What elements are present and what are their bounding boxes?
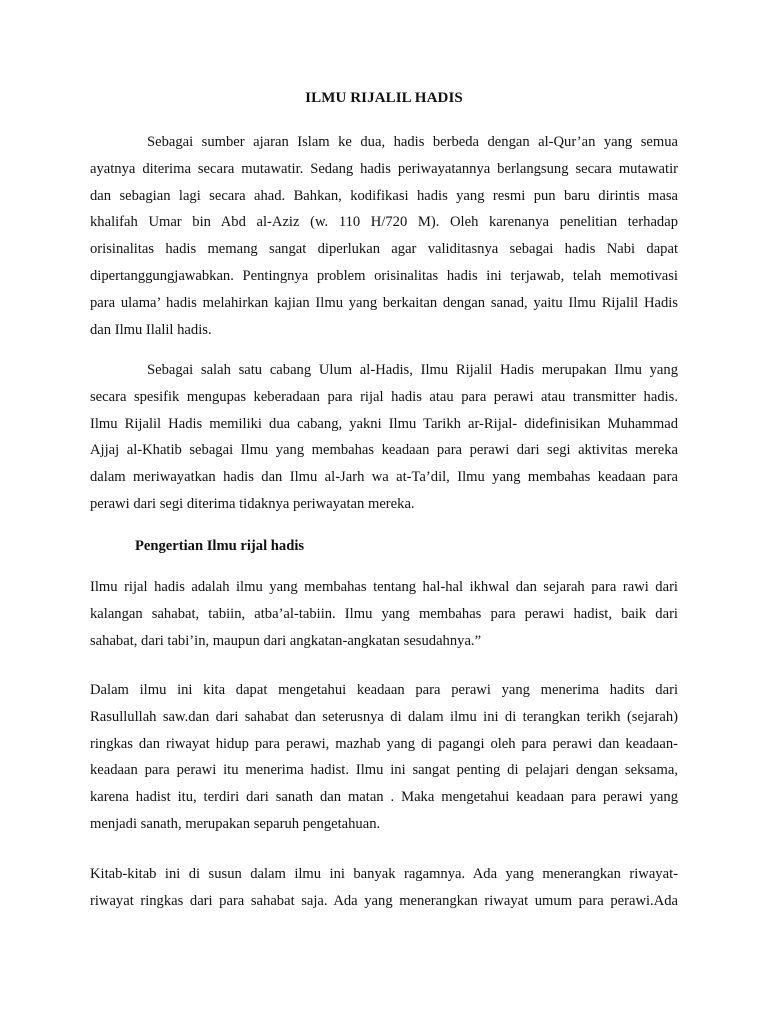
paragraph-line: dipertanggungjawabkan. Pentingnya problem orisinalitas hadis ini terjawab, telah memotivasi: [90, 267, 678, 284]
paragraph-line: menjadi sanath, merupakan separuh pengetahuan.: [90, 815, 381, 832]
paragraph-line: sahabat, dari tabi’in, maupun dari angkatan-angkatan sesudahnya.”: [90, 632, 482, 649]
paragraph-line: keadaan para perawi itu menerima hadist. Ilmu ini sangat penting di pelajari dengan seksama,: [90, 762, 678, 779]
paragraph-importance: [90, 677, 678, 838]
paragraph-line: ayatnya diterima secara mutawatir. Sedang hadis periwayatannya berlangsung secara mutawatir: [90, 160, 678, 177]
paragraph-branches: [90, 357, 678, 518]
paragraph-line: kalangan sahabat, tabiin, atba’al-tabiin. Ilmu yang membahas para perawi hadist, baik dari: [90, 605, 678, 622]
paragraph-line: dalam meriwayatkan hadis dan Ilmu al-Jarh wa at-Ta’dil, Ilmu yang membahas keadaan para: [90, 469, 678, 486]
paragraph-line: para ulama’ hadis melahirkan kajian Ilmu yang berkaitan dengan sanad, yaitu Ilmu Rijalil Hadis: [90, 294, 678, 311]
paragraph-line: Ilmu rijal hadis adalah ilmu yang membahas tentang hal-hal ikhwal dan sejarah para rawi dari: [90, 579, 678, 595]
section-heading: Pengertian Ilmu rijal hadis: [135, 538, 305, 554]
paragraph-line: karena hadist itu, terdiri dari sanath dan matan . Maka mengetahui keadaan para perawi yang: [90, 789, 678, 806]
paragraph-line: secara spesifik mengupas keberadaan para rijal hadis atau para perawi atau transmitter hadis.: [90, 388, 678, 405]
paragraph-books: [90, 861, 678, 915]
paragraph-line: khalifah Umar bin Abd al-Aziz (w. 110 H/720 M). Oleh karenanya penelitian terhadap: [90, 214, 678, 231]
paragraph-line: Sebagai salah satu cabang Ulum al-Hadis, Ilmu Rijalil Hadis merupakan Ilmu yang: [147, 362, 678, 378]
paragraph-line: dan sebagian lagi secara ahad. Bahkan, kodifikasi hadis yang resmi pun baru dirintis masa: [90, 187, 678, 204]
paragraph-line: orisinalitas hadis memang sangat diperlukan agar validitasnya sebagai hadis Nabi dapat: [90, 241, 678, 258]
paragraph-definition: [90, 574, 678, 654]
paragraph-line: dan Ilmu Ilalil hadis.: [90, 321, 212, 338]
paragraph-line: Dalam ilmu ini kita dapat mengetahui keadaan para perawi yang menerima hadits dari: [90, 682, 678, 698]
paragraph-line: riwayat ringkas dari para sahabat saja. Ada yang menerangkan riwayat umum para perawi.Ada: [90, 892, 678, 909]
paragraph-line: Rasullullah saw.dan dari sahabat dan seterusnya di dalam ilmu ini di terangkan terikh (sejarah): [90, 708, 678, 725]
paragraph-line: Kitab-kitab ini di susun dalam ilmu ini banyak ragamnya. Ada yang menerangkan riwayat-: [90, 866, 678, 882]
paragraph-line: perawi dari segi diterima tidaknya periwayatan mereka.: [90, 495, 415, 512]
paragraph-line: Sebagai sumber ajaran Islam ke dua, hadis berbeda dengan al-Qur’an yang semua: [147, 134, 678, 150]
paragraph-line: Ajjaj al-Khatib sebagai Ilmu yang membahas keadaan para perawi dari segi aktivitas mereka: [90, 442, 678, 459]
document-title: ILMU RIJALIL HADIS: [305, 90, 463, 106]
paragraph-line: Ilmu Rijalil Hadis memiliki dua cabang, yakni Ilmu Tarikh ar-Rijal- didefinisikan Muhammad: [90, 415, 678, 432]
paragraph-line: ringkas dan riwayat hidup para perawi, mazhab yang di pagangi oleh para perawi dan keadaan-: [90, 735, 678, 752]
paragraph-introduction: [90, 129, 678, 343]
